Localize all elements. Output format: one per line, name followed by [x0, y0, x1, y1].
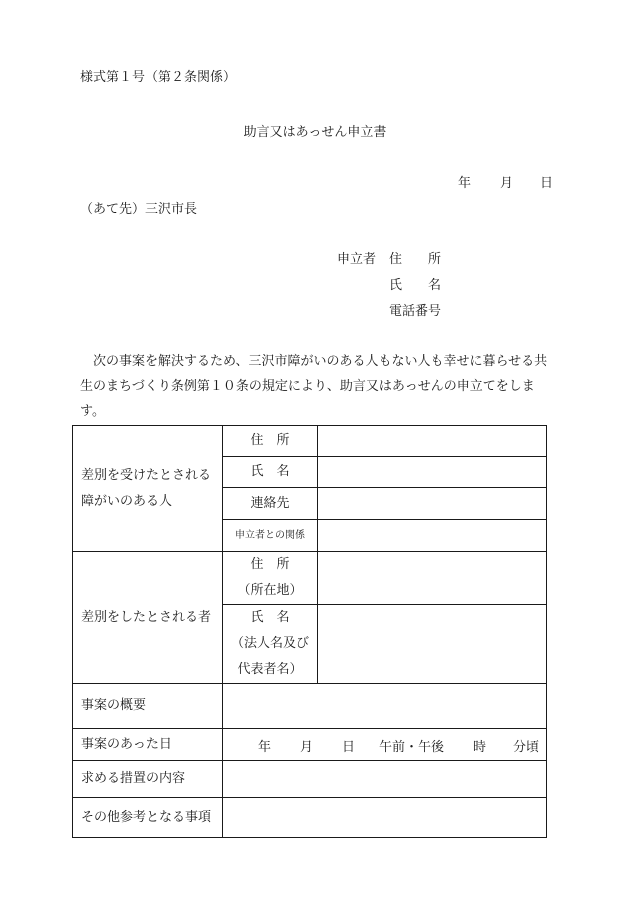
victim-contact-label: 連絡先 [223, 488, 318, 520]
incident-date-label: 事案のあった日 [73, 729, 223, 761]
offender-address-field[interactable] [318, 552, 547, 605]
applicant-name-label: 氏 名 [389, 278, 442, 293]
document-title: 助言又はあっせん申立書 [243, 125, 387, 140]
offender-name-label-line1: 氏 名 [250, 610, 290, 625]
victim-heading [73, 426, 223, 552]
measures-label: 求める措置の内容 [73, 761, 223, 798]
date-year-label: 年 [458, 176, 472, 191]
victim-name-field[interactable] [318, 457, 547, 488]
incident-date-parts [223, 729, 546, 760]
victim-heading-line1: 差別を受けたとされる [81, 467, 212, 483]
victim-contact-field[interactable] [318, 488, 547, 520]
offender-name-field[interactable] [318, 605, 547, 684]
date-day-label: 日 [540, 176, 554, 191]
victim-address-label: 住 所 [223, 426, 318, 457]
offender-heading: 差別をしたとされる者 [73, 552, 223, 684]
victim-relation-label: 申立者との関係 [223, 520, 318, 552]
victim-address-field[interactable] [318, 426, 547, 457]
incident-date-field[interactable] [223, 729, 547, 761]
incident-month-label: 月 [300, 740, 314, 755]
other-field[interactable] [223, 798, 547, 838]
applicant-phone-label: 電話番号 [389, 304, 442, 319]
addressee: （あて先）三沢市長 [80, 202, 198, 217]
victim-name-label: 氏 名 [223, 457, 318, 488]
offender-name-label-line3: 代表者名） [237, 662, 303, 677]
incident-hour-label: 時 [473, 740, 487, 755]
offender-address-label [223, 552, 318, 605]
application-table [72, 425, 547, 838]
date-month-label: 月 [500, 176, 514, 191]
applicant-role: 申立者 [337, 252, 377, 267]
incident-minute-label: 分頃 [513, 740, 540, 755]
body-text: 次の事案を解決するため、三沢市障がいのある人もない人も幸せに暮らせる共生のまちづくり条例第１０条の規定により、助言又はあっせんの申立てをします。 [80, 354, 548, 419]
victim-heading-line2: 障がいのある人 [81, 493, 173, 509]
offender-address-label-line2: （所在地） [237, 583, 303, 598]
summary-field[interactable] [223, 684, 547, 729]
offender-address-label-line1: 住 所 [250, 557, 290, 572]
incident-year-label: 年 [258, 740, 272, 755]
form-number: 様式第１号（第２条関係） [80, 70, 237, 85]
other-label: その他参考となる事項 [73, 798, 223, 838]
incident-day-label: 日 [342, 740, 356, 755]
applicant-address-line [337, 248, 442, 267]
summary-label: 事案の概要 [73, 684, 223, 729]
victim-relation-field[interactable] [318, 520, 547, 552]
offender-name-label-line2: （法人名及び [230, 636, 309, 651]
incident-ampm-label: 午前・午後 [379, 740, 445, 755]
offender-name-label [223, 605, 318, 684]
measures-field[interactable] [223, 761, 547, 798]
applicant-address-label: 住 所 [389, 252, 442, 267]
